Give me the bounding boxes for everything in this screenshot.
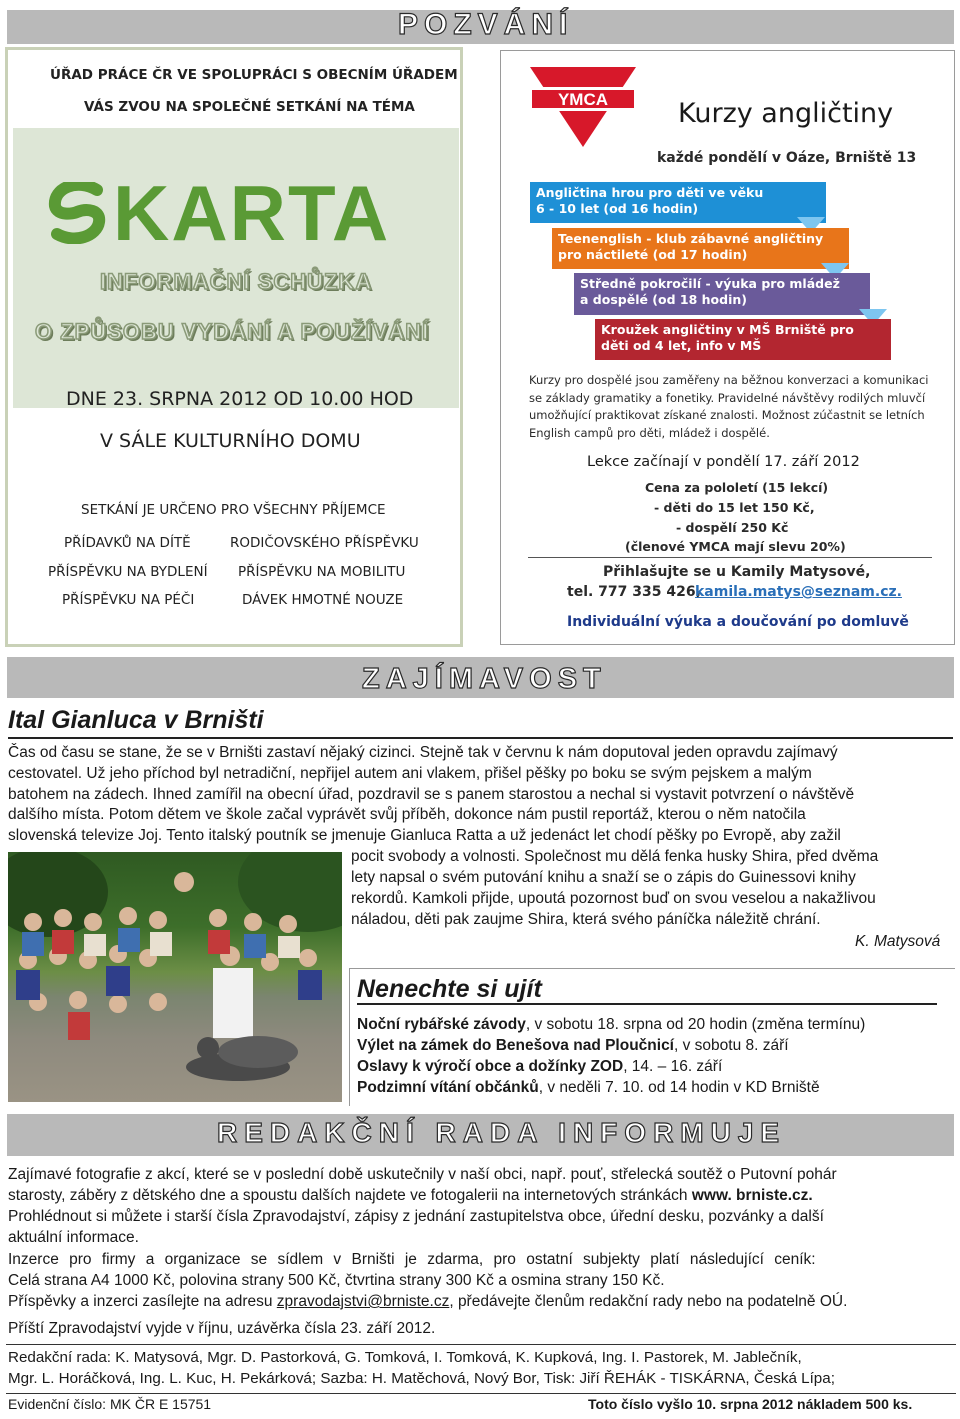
redakce-p1-line2-text: starosty, záběry z dětského dne a spoustu dalších najdete ve fotogalerii na internetových stránkách xyxy=(8,1187,688,1204)
course-step-1-l2: 6 - 10 let (od 16 hodin) xyxy=(536,201,699,216)
footer-reg: Evidenční číslo: MK ČR E 15751 xyxy=(8,1396,212,1412)
article-line-2: cestovatel. Už jeho příchod byl netradiční, nepřijel autem ani vlakem, přišel pěšky po boku se svým pejskem a malým xyxy=(8,765,812,782)
redakce-p2-line1: Prohlédnout si můžete i starší čísla Zpravodajství, zápisy z jednání zastupitelstva obce, úřední desku, pozvánky a další xyxy=(8,1208,824,1225)
ymca-price-kids: - děti do 15 let 150 Kč, xyxy=(654,500,815,515)
event-4-detail: , v neděli 7. 10. od 14 hodin v KD Brniště xyxy=(538,1079,820,1096)
event-3-name: Oslavy k výročí obce a dožínky ZOD xyxy=(357,1058,624,1075)
footer-issue: Toto číslo vyšlo 10. srpna 2012 nákladem 500 ks. xyxy=(588,1396,913,1412)
event-4 xyxy=(357,1079,820,1097)
article-title-rule xyxy=(8,737,953,739)
ymca-divider xyxy=(528,557,932,558)
redakce-p4-after: , předávejte členům redakční rady nebo na podatelně OÚ. xyxy=(449,1293,848,1310)
redakce-p4-before: Příspěvky a inzerci zasílejte na adresu xyxy=(8,1293,277,1310)
benefit-left-2: PŘÍSPĚVKU NA BYDLENÍ xyxy=(48,564,208,580)
ymca-courses xyxy=(500,50,955,645)
ymca-individual: Individuální výuka a doučování po domluvě xyxy=(567,614,909,630)
karta-date: DNE 23. SRPNA 2012 OD 10.00 HOD xyxy=(66,388,414,410)
event-4-name: Podzimní vítání občánků xyxy=(357,1079,539,1096)
karta-info1: INFORMAČNÍ SCHŮZKA xyxy=(100,269,373,294)
redakce-p3-line1: Inzerce pro firmy a organizace se sídlem v Brništi je zdarma, pro ostatní subjekty platí následující ceník: xyxy=(8,1251,816,1268)
redakce-p1-line1: Zajímavé fotografie z akcí, které se v poslední době uskutečnily v naší obci, např. pouť, střelecká soutěž o Putovní pohár xyxy=(8,1166,837,1183)
event-1-name: Noční rybářské závody xyxy=(357,1016,526,1033)
ymca-desc-1: Kurzy pro dospělé jsou zaměřeny na běžnou konverzaci a komunikaci xyxy=(529,373,929,387)
footer-board-2: Mgr. L. Horáčková, Ing. L. Kuc, H. Pekárková; Sazba: H. Matěchová, Nový Bor, Tisk: Jiří ŘEHÁK - TISKÁRNA, Česká Lípa; xyxy=(8,1370,835,1387)
course-step-2 xyxy=(552,228,849,269)
ymca-price-adults: - dospělí 250 Kč xyxy=(676,520,789,535)
course-step-2-l1: Teenenglish - klub zábavné angličtiny xyxy=(558,231,824,246)
redakce-p2-line2: aktuální informace. xyxy=(8,1229,139,1246)
footer-board-1: Redakční rada: K. Matysová, Mgr. D. Pastorková, G. Tomková, I. Tomková, K. Kupková, Ing. I. Pastorek, M. Jablečník, xyxy=(8,1349,802,1366)
ymca-desc-3: umožňující praktikovat získané znalosti. Možnost zúčastnit se letních xyxy=(529,408,925,422)
website-link[interactable]: www. brniste.cz. xyxy=(691,1187,813,1204)
article-side-line-4: náladou, děti pak zaujme Shira, která svého páníčka náležitě chrání. xyxy=(351,911,821,928)
course-step-3-l1: Středně pokročilí - výuka pro mládež xyxy=(580,276,840,291)
ymca-start: Lekce začínají v pondělí 17. září 2012 xyxy=(587,454,860,470)
course-step-3-l2: a dospělé (od 18 hodin) xyxy=(580,292,747,307)
section-title-pozvani: POZVÁNÍ xyxy=(398,8,574,41)
event-3 xyxy=(357,1058,722,1076)
benefit-right-1: RODIČOVSKÉHO PŘÍSPĚVKU xyxy=(230,535,419,551)
ymca-signup: Přihlašujte se u Kamily Matysové, xyxy=(603,564,871,580)
course-step-1 xyxy=(530,182,826,223)
course-step-4 xyxy=(595,319,891,360)
course-step-3 xyxy=(574,273,870,315)
ymca-tel: tel. 777 335 426, xyxy=(567,584,701,600)
article-author: K. Matysová xyxy=(855,933,941,950)
ymca-email-link[interactable]: kamila.matys@seznam.cz. xyxy=(695,584,902,600)
ymca-subtitle: každé pondělí v Oáze, Brniště 13 xyxy=(657,150,917,166)
course-step-2-l2: pro náctileté (od 17 hodin) xyxy=(558,247,748,262)
photo-children-group xyxy=(8,852,342,1102)
event-2-name: Výlet na zámek do Benešova nad Ploučnicí xyxy=(357,1037,674,1054)
ymca-title: Kurzy angličtiny xyxy=(678,98,894,129)
redakce-p3-line2: Celá strana A4 1000 Kč, polovina strany 500 Kč, čtvrtina strany 300 Kč a osmina strany 150 Kč. xyxy=(8,1272,665,1289)
footer-divider xyxy=(6,1393,956,1394)
benefit-left-3: PŘÍSPĚVKU NA PÉČI xyxy=(62,592,195,608)
article-line-3: batohem na zádech. Ihned zamířil na obecní úřad, pozdravil se s panem starostou a nechal si vystavit potvrzení o návštěvě xyxy=(8,786,855,803)
article-line-4: dalšího místa. Potom dětem ve škole začal vyprávět svůj příběh, dokonce nám pustil reportáž, kterou o něm natočila xyxy=(8,806,806,823)
karta-invitation xyxy=(5,47,463,647)
karta-line2: VÁS ZVOU NA SPOLEČNÉ SETKÁNÍ NA TÉMA xyxy=(84,99,415,115)
ymca-desc-2: se základy gramatiky a fonetiky. Pravidelné návštěvy rodilých mluvčí xyxy=(529,391,926,405)
karta-logo-text: KARTA xyxy=(113,169,391,257)
karta-swirl-icon xyxy=(47,182,107,244)
event-1 xyxy=(357,1016,865,1034)
ymca-desc-4: English campů pro děti, mládež i dospělé. xyxy=(529,426,770,440)
redakce-email-link[interactable]: zpravodajstvi@brniste.cz xyxy=(276,1293,450,1310)
karta-info2: O ZPŮSOBU VYDÁNÍ A POUŽÍVÁNÍ xyxy=(35,319,430,344)
article-line-5: slovenská televize Joj. Tento italský poutník se jmenuje Gianluca Ratta a už jedenáct let chodí pěšky po Evropě, aby zažil xyxy=(8,827,841,844)
course-step-4-l1: Kroužek angličtiny v MŠ Brniště pro xyxy=(601,322,854,337)
course-step-1-l1: Angličtina hrou pro děti ve věku xyxy=(536,185,764,200)
benefit-right-2: PŘÍSPĚVKU NA MOBILITU xyxy=(238,564,406,580)
event-2 xyxy=(357,1037,789,1055)
article-line-1: Čas od času se stane, že se v Brništi zastaví nějaký cizinci. Stejně tak v červnu k nám doputoval jeden opravdu zajímavý xyxy=(8,744,838,761)
ymca-logo xyxy=(528,65,638,149)
section-title-zajimavost: ZAJÍMAVOST xyxy=(362,663,607,695)
article-side-line-1: pocit svobody a volnosti. Společnost mu dělá fenka husky Shira, před dvěma xyxy=(351,848,879,865)
benefit-right-3: DÁVEK HMOTNÉ NOUZE xyxy=(242,592,404,608)
section-title-redakcni: REDAKČNÍ RADA INFORMUJE xyxy=(217,1117,787,1148)
article-title: Ital Gianluca v Brništi xyxy=(8,706,264,734)
karta-line1: ÚŘAD PRÁCE ČR VE SPOLUPRÁCI S OBECNÍM ÚŘADEM xyxy=(50,67,458,83)
redakce-p1-line2 xyxy=(8,1187,813,1205)
event-2-detail: , v sobotu 8. září xyxy=(674,1037,789,1054)
ymca-price-title: Cena za pololetí (15 lekcí) xyxy=(645,480,829,495)
ymca-discount: (členové YMCA mají slevu 20%) xyxy=(625,539,846,554)
group-photo xyxy=(8,852,342,1102)
ymca-logo-text: YMCA xyxy=(557,90,609,109)
karta-audience: SETKÁNÍ JE URČENO PRO VŠECHNY PŘÍJEMCE xyxy=(81,502,386,518)
event-1-detail: , v sobotu 18. srpna od 20 hodin (změna termínu) xyxy=(525,1016,866,1033)
benefit-left-1: PŘÍDAVKŮ NA DÍTĚ xyxy=(64,535,191,551)
karta-place: V SÁLE KULTURNÍHO DOMU xyxy=(100,430,361,452)
karta-logo-panel xyxy=(13,128,459,408)
redakce-p4 xyxy=(8,1293,847,1311)
article-side-line-2: lety napsal o svém putování knihu a snaží se o zápis do Guinessovi knihy xyxy=(351,869,856,886)
course-step-4-l2: děti od 4 let, info v MŠ xyxy=(601,338,762,353)
events-title: Nenechte si ujít xyxy=(357,975,542,1003)
article-side-line-3: rekordů. Kamkoli přijde, upoutá pozornost buď on svou veselou a nakažlivou xyxy=(351,890,876,907)
redakce-p5: Příští Zpravodajství vyjde v říjnu, uzávěrka čísla 23. září 2012. xyxy=(8,1320,436,1337)
event-3-detail: , 14. – 16. září xyxy=(623,1058,723,1075)
